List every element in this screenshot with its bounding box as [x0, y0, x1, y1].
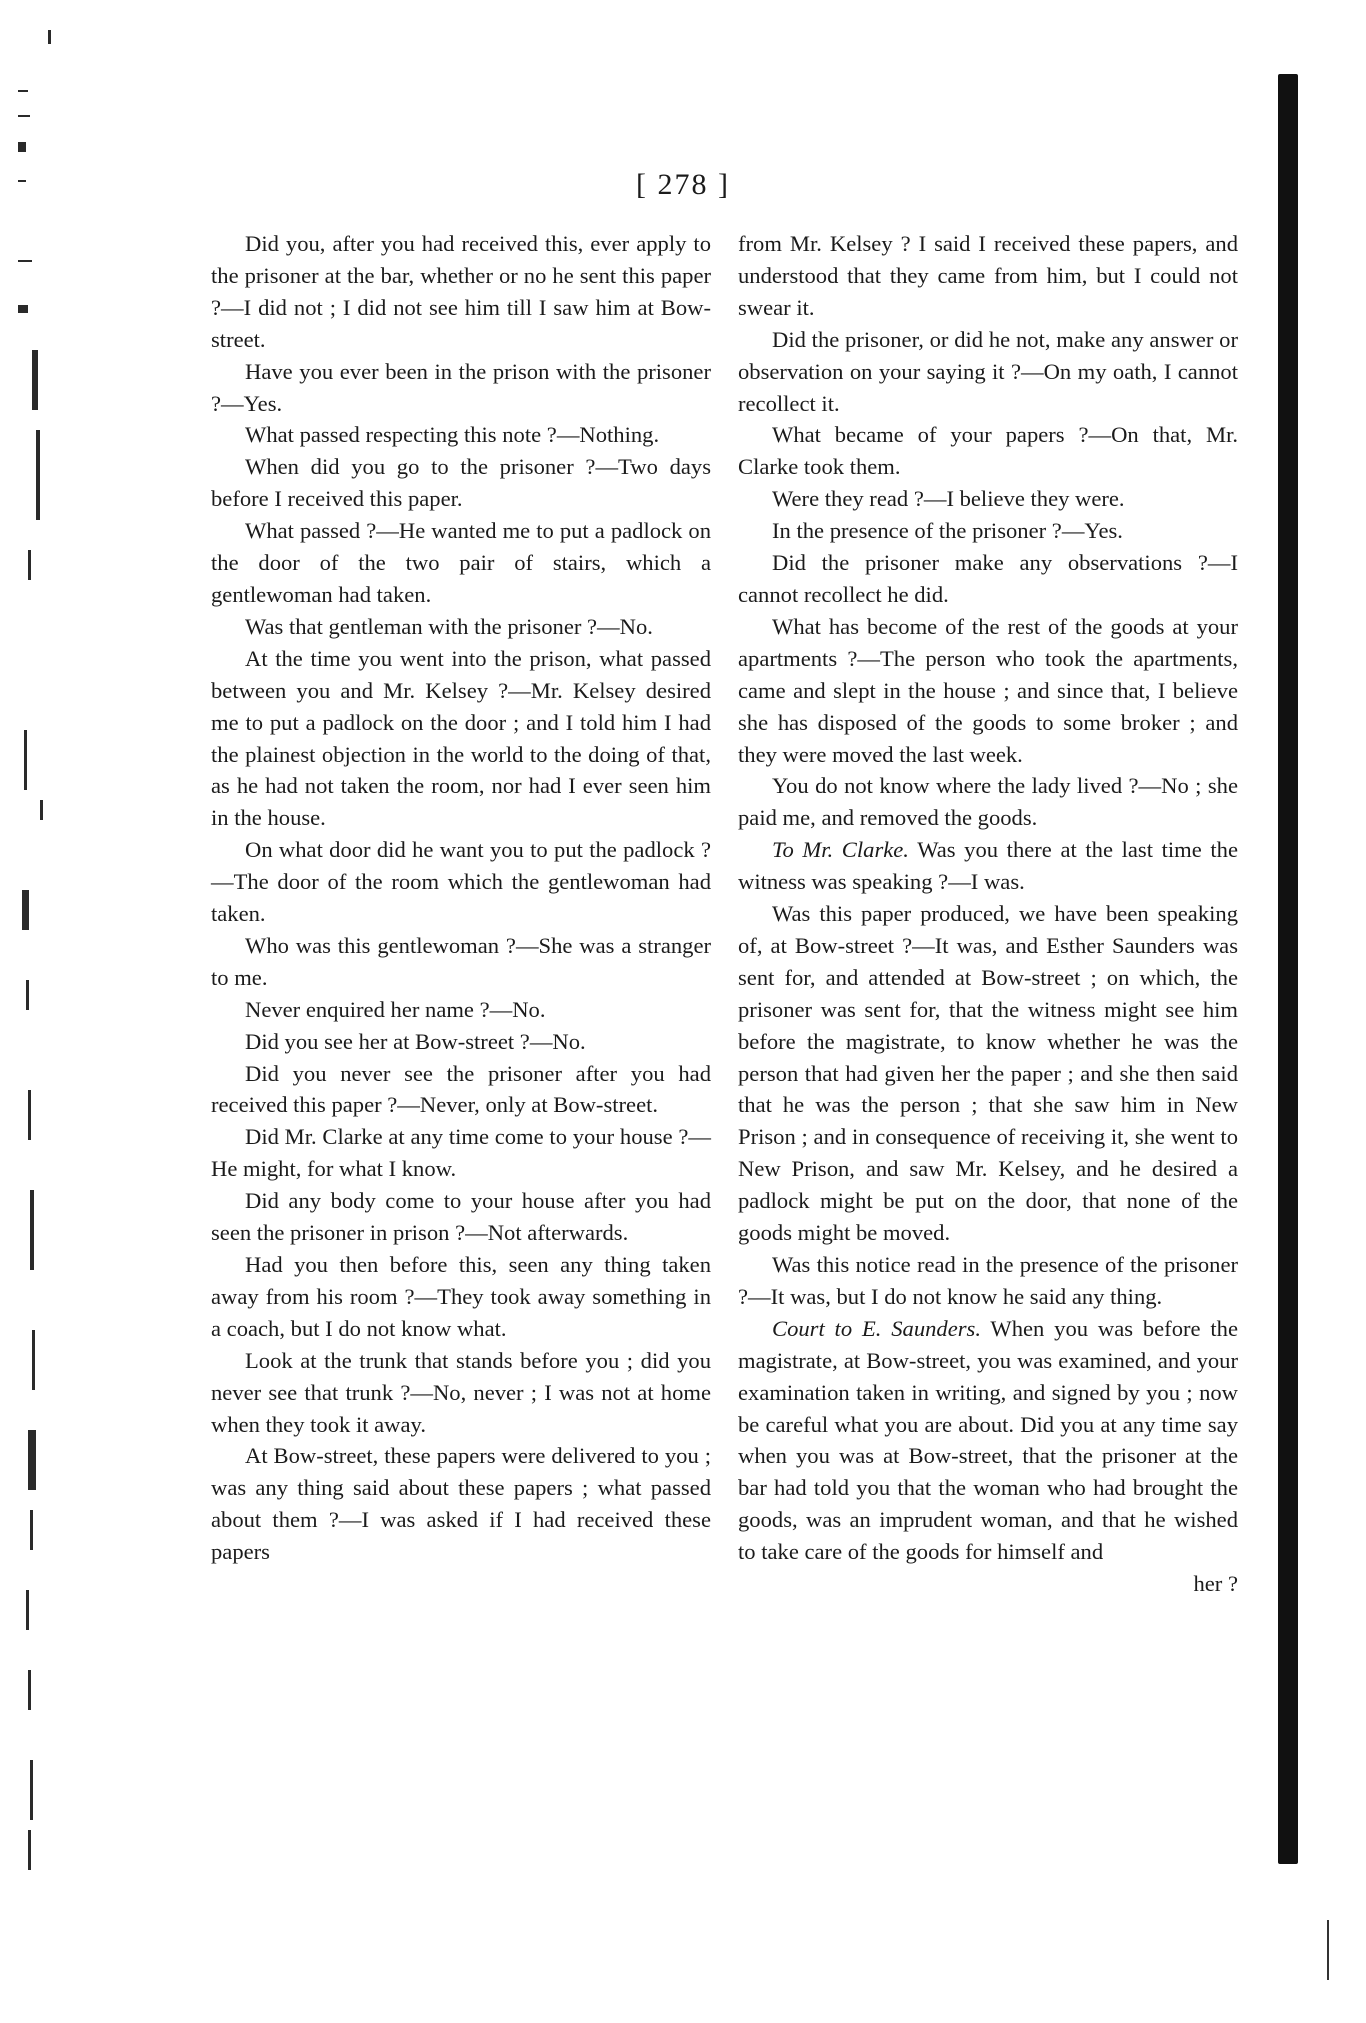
paragraph — [738, 1313, 1238, 1568]
page-number: [ 278 ] — [636, 168, 730, 201]
paragraph: What has become of the rest of the goods at your apartments ?—The person who took the apartments, came and slept in the house ; and since that, I believe she has disposed of the goods to some broker ; and they were moved the last week. — [738, 613, 1238, 767]
binding-gutter — [18, 30, 58, 1880]
paragraph: Had you then before this, seen any thing taken away from his room ?—They took away something in a coach, but I do not know what. — [211, 1252, 711, 1341]
paragraph: At the time you went into the prison, what passed between you and Mr. Kelsey ?—Mr. Kelsey desired me to put a padlock on the door ; and I told him I had the plainest objection in the world to the doing of that, as he had not taken the room, nor had I ever seen him in the house. — [211, 645, 711, 831]
paragraph-continuation: from Mr. Kelsey ? I said I received these papers, and understood that they came from him, but I could not swear it. — [738, 231, 1238, 320]
paragraph: Did the prisoner, or did he not, make any answer or observation on your saying it ?—On my oath, I cannot recollect it. — [738, 326, 1238, 416]
paragraph: At Bow-street, these papers were delivered to you ; was any thing said about these papers ; what passed about them ?—I was asked if I had received these papers — [211, 1443, 711, 1565]
paragraph: Did the prisoner make any observations ?—I cannot recollect he did. — [738, 550, 1238, 607]
speaker-label: Court to E. Saunders. — [772, 1315, 981, 1341]
paragraph: Look at the trunk that stands before you ; did you never see that trunk ?—No, never ; I was not at home when they took it away. — [211, 1347, 711, 1437]
paragraph: Was this notice read in the presence of the prisoner ?—It was, but I do not know he said any thing. — [738, 1252, 1238, 1309]
paragraph — [738, 834, 1238, 898]
page-edge-shadow — [1278, 74, 1298, 1864]
paragraph: In the presence of the prisoner ?—Yes. — [772, 518, 1123, 544]
paragraph: Never enquired her name ?—No. — [245, 996, 546, 1022]
paragraph-text: When you was before the magistrate, at Bow-street, you was examined, and your examination taken in writing, and signed by you ; now be careful what you are about. Did you at any time say when you was at Bow-street, that the prisoner at the bar had told you that the woman who had brought the goods, was an imprudent woman, and that he wished to take care of the goods for himself and — [738, 1315, 1238, 1565]
paragraph-text: Was you there at the last time the witness was speaking ?—I was. — [738, 837, 1239, 895]
paragraph: Was this paper produced, we have been speaking of, at Bow-street ?—It was, and Esther Saunders was sent for, and attended at Bow-street ; on which, the prisoner was sent for, that the witness might see him before the magistrate, to know whether he was the person that had given her the paper ; and she then said that he was the person ; that she saw him in New Prison ; and in consequence of receiving it, she went to New Prison, and saw Mr. Kelsey, and he desired a padlock might be put on the door, that none of the goods might be moved. — [738, 901, 1238, 1246]
paragraph: Was that gentleman with the prisoner ?—No. — [245, 613, 653, 639]
right-column — [738, 228, 1238, 1600]
paragraph: Did you see her at Bow-street ?—No. — [245, 1028, 586, 1054]
paragraph: Did you never see the prisoner after you had received this paper ?—Never, only at Bow-street. — [211, 1060, 711, 1118]
speaker-label: To Mr. Clarke. — [772, 837, 909, 863]
left-column — [211, 228, 711, 1568]
paragraph: Have you ever been in the prison with the prisoner ?—Yes. — [211, 358, 711, 416]
paragraph: Did you, after you had received this, ever apply to the prisoner at the bar, whether or no he sent this paper ?—I did not ; I did not see him till I saw him at Bow-street. — [211, 231, 711, 352]
paragraph: When did you go to the prisoner ?—Two days before I received this paper. — [211, 454, 711, 512]
page-edge-line — [1327, 1920, 1329, 1980]
paragraph: Were they read ?—I believe they were. — [772, 486, 1125, 512]
paragraph: Did any body come to your house after you had seen the prisoner in prison ?—Not afterwards. — [211, 1188, 711, 1246]
paragraph: What became of your papers ?—On that, Mr. Clarke took them. — [738, 422, 1238, 480]
paragraph: Who was this gentlewoman ?—She was a stranger to me. — [211, 932, 711, 990]
paragraph: Did Mr. Clarke at any time come to your house ?—He might, for what I know. — [211, 1124, 711, 1182]
paragraph: What passed respecting this note ?—Nothing. — [245, 422, 660, 448]
paragraph: You do not know where the lady lived ?—No ; she paid me, and removed the goods. — [738, 773, 1238, 831]
catchword: her ? — [1193, 1571, 1238, 1597]
paragraph: On what door did he want you to put the padlock ?—The door of the room which the gentlewoman had taken. — [211, 837, 711, 927]
paragraph: What passed ?—He wanted me to put a padlock on the door of the two pair of stairs, which a gentlewoman had taken. — [211, 518, 711, 607]
